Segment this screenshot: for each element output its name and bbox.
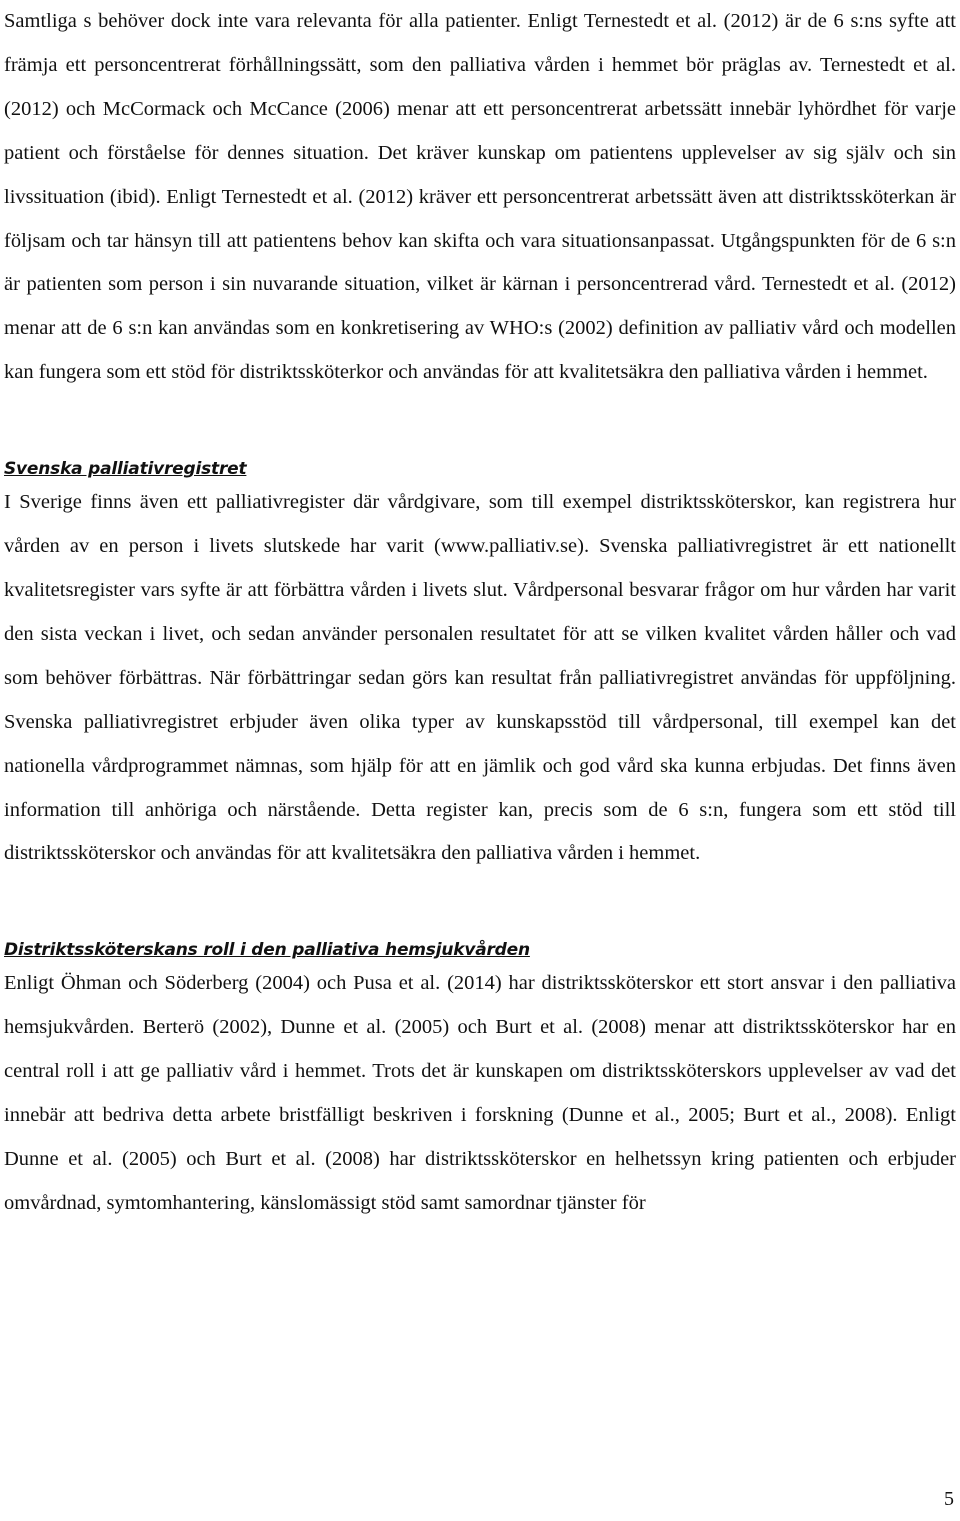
palliativregistret-paragraph: I Sverige finns även ett palliativregister där vårdgivare, som till exempel distriktssköterskor, kan registrera hur vården av en person i livets slutskede har varit (www.palliativ.se). Svenska palliativregistret är ett nationellt kvalitetsregister vars syfte är att förbättra vården i livets slut. Vårdpersonal besvarar frågor om hur vården har varit den sista veckan i livet, och sedan använder personalen resultatet för att se vilken kvalitet vården håller och vad som behöver förbättras. När förbättringar sedan görs kan resultat från palliativregistret användas för uppföljning. Svenska palliativregistret erbjuder även olika typer av kunskapsstöd till vårdpersonal, till exempel kan det nationella vårdprogrammet nämnas, som hjälp för att en jämlik och god vård ska kunna erbjudas. Det finns även information till anhöriga och närstående. Detta register kan, precis som de 6 s:n, fungera som ett stöd till distriktssköterskor och användas för att kvalitetsäkra den palliativa vården i hemmet. [4,491,956,865]
section-heading-palliativregistret: Svenska palliativregistret [4,459,247,480]
distriktsskoterskans-roll-paragraph: Enligt Öhman och Söderberg (2004) och Pusa et al. (2014) har distriktssköterskor ett stort ansvar i den palliativa hemsjukvården. Berterö (2002), Dunne et al. (2005) och Burt et al. (2008) menar att distriktssköterskor har en central roll i att ge palliativ vård i hemmet. Trots det är kunskapen om distriktssköterskors upplevelser av vad det innebär att bedriva detta arbete bristfälligt beskriven i forskning (Dunne et al., 2005; Burt et al., 2008). Enligt Dunne et al. (2005) och Burt et al. (2008) har distriktssköterskor en helhetssyn kring patienten och erbjuder omvårdnad, symtomhantering, känslomässigt stöd samt samordnar tjänster för [4,972,956,1214]
page-number: 5 [944,1488,954,1510]
section-heading-distriktsskoterskans-roll: Distriktssköterskans roll i den palliativa hemsjukvården [4,940,530,961]
document-page [4,0,956,1226]
intro-paragraph: Samtliga s behöver dock inte vara relevanta för alla patienter. Enligt Ternestedt et al. (2012) är de 6 s:ns syfte att främja ett personcentrerat förhållningssätt, som den palliativa vården i hemmet bör präglas av. Ternestedt et al. (2012) och McCormack och McCance (2006) menar att ett personcentrerat arbetssätt innebär lyhördhet för varje patient och förståelse för dennes situation. Det kräver kunskap om patientens upplevelser av sig själv och sin livssituation (ibid). Enligt Ternestedt et al. (2012) kräver ett personcentrerat arbetssätt även att distriktssköterkan är följsam och tar hänsyn till att patientens behov kan skifta och vara situationsanpassat. Utgångspunkten för de 6 s:n är patienten som person i sin nuvarande situation, vilket är kärnan i personcentrerad vård. Ternestedt et al. (2012) menar att de 6 s:n kan användas som en konkretisering av WHO:s (2002) definition av palliativ vård och modellen kan fungera som ett stöd för distriktssköterkor och användas för att kvalitetsäkra den palliativa vården i hemmet. [4,10,956,384]
